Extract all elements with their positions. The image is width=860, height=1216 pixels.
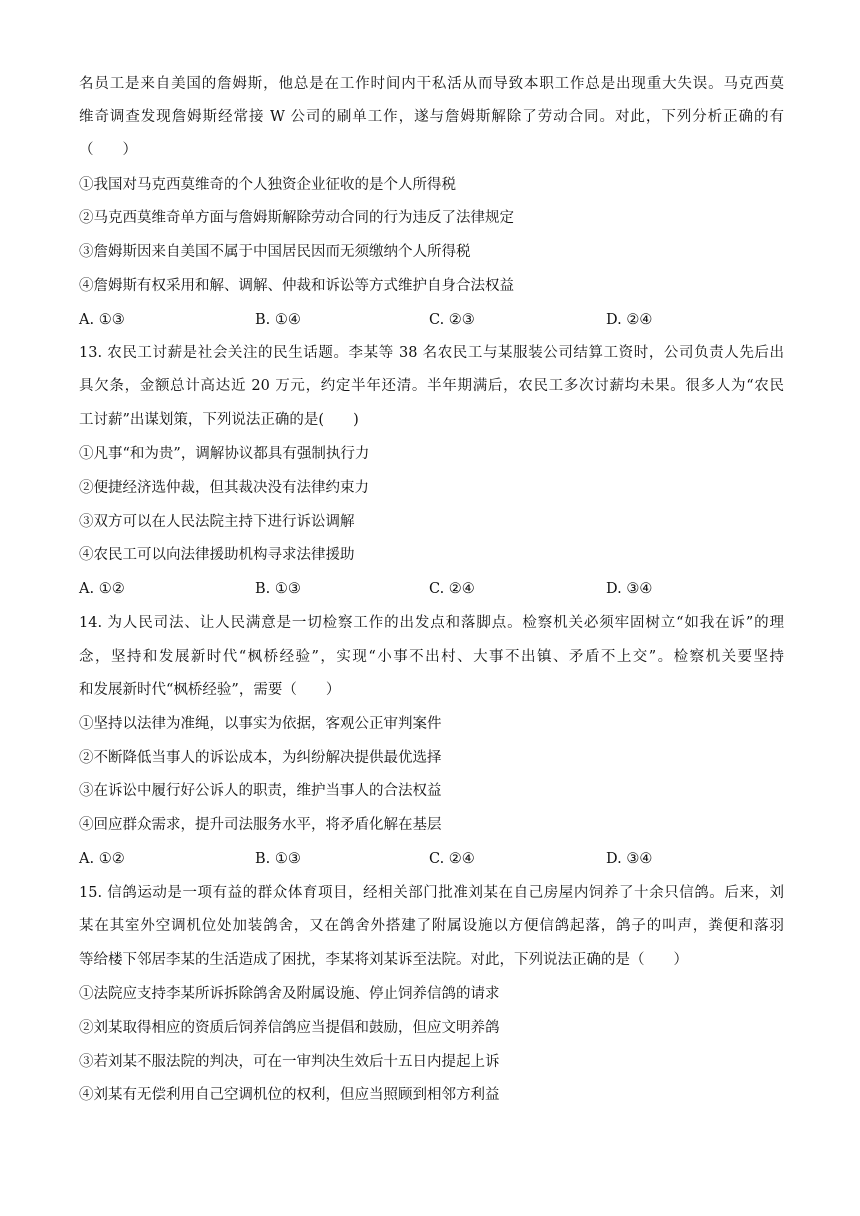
option-a: A. ①③	[79, 312, 125, 328]
q13-statement-1: ①凡事“和为贵”，调解协议都具有强制执行力	[79, 446, 370, 462]
q13-statement-2: ②便捷经济选仲裁，但其裁决没有法律约束力	[79, 480, 369, 496]
q13-stem-line: 具欠条，金额总计高达近 20 万元，约定半年还清。半年期满后，农民工多次讨薪均未果。很多人为“农民	[79, 378, 784, 394]
q12-stem-line: 名员工是来自美国的詹姆斯，他总是在工作时间内干私活从而导致本职工作总是出现重大失误。马克西莫	[79, 76, 784, 92]
q14-statement-1: ①坚持以法律为准绳，以事实为依据，客观公正审判案件	[79, 716, 442, 732]
q12-stem-line: 维奇调查发现詹姆斯经常接 W 公司的刷单工作，遂与詹姆斯解除了劳动合同。对此，下列分析正确的有	[79, 109, 784, 125]
option-d: D. ③④	[606, 581, 653, 597]
option-a: A. ①②	[79, 851, 125, 867]
q13-options	[79, 579, 784, 599]
q15-stem-line: 15. 信鸽运动是一项有益的群众体育项目，经相关部门批准刘某在自己房屋内饲养了十余只信鸽。后来，刘	[79, 885, 784, 901]
q14-stem-line: 和发展新时代“枫桥经验”，需要（ ）	[79, 682, 341, 698]
q14-statement-4: ④回应群众需求，提升司法服务水平，将矛盾化解在基层	[79, 817, 442, 833]
option-d: D. ②④	[606, 312, 653, 328]
q15-stem-line: 等给楼下邻居李某的生活造成了困扰，李某将刘某诉至法院。对此，下列说法正确的是（ ）	[79, 952, 688, 968]
q13-statement-3: ③双方可以在人民法院主持下进行诉讼调解	[79, 514, 355, 530]
option-a: A. ①②	[79, 581, 125, 597]
q12-statement-4: ④詹姆斯有权采用和解、调解、仲裁和诉讼等方式维护自身合法权益	[79, 278, 514, 294]
q14-stem-line: 14. 为人民司法、让人民满意是一切检察工作的出发点和落脚点。检察机关必须牢固树立“如我在诉”的理	[79, 615, 784, 631]
q15-statement-4: ④刘某有无偿利用自己空调机位的权利，但应当照顾到相邻方利益	[79, 1087, 500, 1103]
option-c: C. ②③	[429, 312, 475, 328]
q13-stem-line: 13. 农民工讨薪是社会关注的民生话题。李某等 38 名农民工与某服装公司结算工资时，公司负责人先后出	[79, 345, 784, 361]
option-d: D. ③④	[606, 851, 653, 867]
q12-stem-line: （ ）	[79, 142, 137, 158]
q14-stem-line: 念，坚持和发展新时代“枫桥经验”，实现“小事不出村、大事不出镇、矛盾不上交”。检察机关要坚持	[79, 649, 784, 665]
q14-options	[79, 849, 784, 869]
q15-stem-line: 某在其室外空调机位处加装鸽舍，又在鸽舍外搭建了附属设施以方便信鸽起落，鸽子的叫声，粪便和落羽	[79, 918, 784, 934]
q13-stem-line: 工讨薪”出谋划策，下列说法正确的是( )	[79, 412, 359, 428]
q13-statement-4: ④农民工可以向法律援助机构寻求法律援助	[79, 547, 355, 563]
q15-statement-2: ②刘某取得相应的资质后饲养信鸽应当提倡和鼓励，但应文明养鸽	[79, 1020, 500, 1036]
option-b: B. ①④	[255, 312, 301, 328]
q14-statement-2: ②不断降低当事人的诉讼成本，为纠纷解决提供最优选择	[79, 750, 442, 766]
option-b: B. ①③	[255, 581, 301, 597]
q14-statement-3: ③在诉讼中履行好公诉人的职责，维护当事人的合法权益	[79, 783, 442, 799]
option-c: C. ②④	[429, 851, 475, 867]
q12-statement-1: ①我国对马克西莫维奇的个人独资企业征收的是个人所得税	[79, 177, 456, 193]
option-c: C. ②④	[429, 581, 475, 597]
q12-options	[79, 310, 784, 330]
q15-statement-1: ①法院应支持李某所诉拆除鸽舍及附属设施、停止饲养信鸽的请求	[79, 986, 500, 1002]
q12-statement-3: ③詹姆斯因来自美国不属于中国居民因而无须缴纳个人所得税	[79, 244, 471, 260]
q12-statement-2: ②马克西莫维奇单方面与詹姆斯解除劳动合同的行为违反了法律规定	[79, 210, 514, 226]
option-b: B. ①③	[255, 851, 301, 867]
q15-statement-3: ③若刘某不服法院的判决，可在一审判决生效后十五日内提起上诉	[79, 1054, 500, 1070]
